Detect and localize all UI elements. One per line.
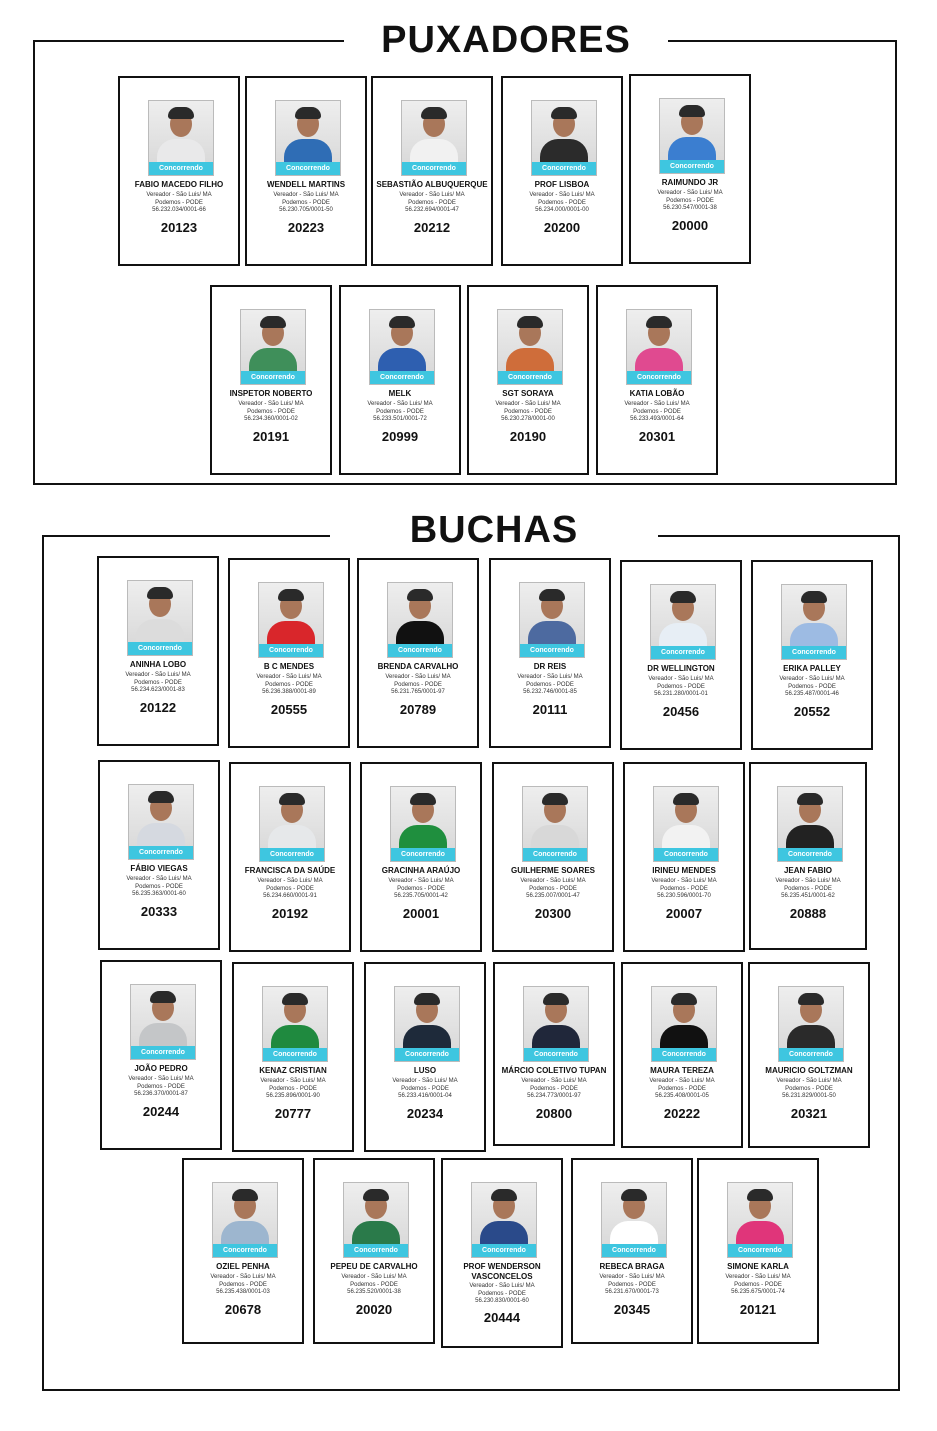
candidate-photo <box>258 582 324 658</box>
status-badge: Concorrendo <box>728 1244 792 1257</box>
candidate-party: Podemos - PODE <box>155 199 203 206</box>
candidate-info <box>232 674 346 697</box>
status-badge: Concorrendo <box>131 1046 195 1059</box>
candidate-photo <box>659 98 725 174</box>
candidate-cnpj: 56.234.773/0001-97 <box>527 1093 581 1099</box>
candidate-photo <box>343 1182 409 1258</box>
candidate-photo <box>394 986 460 1062</box>
candidate-info <box>471 401 585 424</box>
candidate-number: 20000 <box>671 218 709 233</box>
status-badge: Concorrendo <box>259 644 323 657</box>
candidate-number: 20345 <box>613 1302 651 1317</box>
candidate-number: 20020 <box>355 1302 393 1317</box>
candidate-role: Vereador - São Luis/ MA <box>648 676 714 682</box>
candidate-info <box>102 876 216 899</box>
candidate-info <box>233 878 347 901</box>
status-badge: Concorrendo <box>263 1048 327 1061</box>
candidate-cnpj: 56.235.007/0001-47 <box>526 893 580 899</box>
candidate-photo <box>626 309 692 385</box>
candidate-info <box>624 676 738 699</box>
candidate-number: 20999 <box>381 429 419 444</box>
candidate-party: Podemos - PODE <box>785 1085 833 1092</box>
candidate-role: Vereador - São Luis/ MA <box>517 674 583 680</box>
candidate-role: Vereador - São Luis/ MA <box>388 878 454 884</box>
candidate-number: 20300 <box>534 906 572 921</box>
candidate-card <box>623 762 745 952</box>
candidate-cnpj: 56.235.438/0001-03 <box>216 1289 270 1295</box>
candidate-cnpj: 56.236.370/0001-87 <box>134 1091 188 1097</box>
buchas-title: BUCHAS <box>330 510 658 550</box>
candidate-party: Podemos - PODE <box>394 681 442 688</box>
candidate-photo <box>778 986 844 1062</box>
candidate-cnpj: 56.230.705/0001-50 <box>279 207 333 213</box>
candidate-info <box>633 190 747 213</box>
candidate-photo <box>522 786 588 862</box>
candidate-name: SIMONE KARLA <box>727 1262 789 1271</box>
candidate-number: 20007 <box>665 906 703 921</box>
candidate-card <box>751 560 873 750</box>
candidate-role: Vereador - São Luis/ MA <box>779 676 845 682</box>
candidate-number: 20200 <box>543 220 581 235</box>
candidate-cnpj: 56.234.660/0001-91 <box>263 893 317 899</box>
candidate-cnpj: 56.231.829/0001-50 <box>782 1093 836 1099</box>
candidate-number: 20456 <box>662 704 700 719</box>
candidate-photo <box>148 100 214 176</box>
candidate-cnpj: 56.232.746/0001-85 <box>523 689 577 695</box>
candidate-info <box>445 1283 559 1306</box>
candidate-name: BRENDA CARVALHO <box>377 662 459 671</box>
candidate-cnpj: 56.235.896/0001-90 <box>266 1093 320 1099</box>
candidate-role: Vereador - São Luis/ MA <box>128 1076 194 1082</box>
candidate-role: Vereador - São Luis/ MA <box>599 1274 665 1280</box>
candidate-party: Podemos - PODE <box>134 679 182 686</box>
candidate-name: IRINEU MENDES <box>652 866 716 875</box>
candidate-number: 20191 <box>252 429 290 444</box>
candidate-party: Podemos - PODE <box>608 1281 656 1288</box>
candidate-card <box>182 1158 304 1344</box>
candidate-cnpj: 56.235.705/0001-42 <box>394 893 448 899</box>
candidate-card <box>441 1158 563 1348</box>
candidate-name: MÁRCIO COLETIVO TUPAN <box>501 1066 607 1075</box>
candidate-name: ANINHA LOBO <box>129 660 187 669</box>
candidate-party: Podemos - PODE <box>658 1085 706 1092</box>
candidate-card <box>749 762 867 950</box>
candidate-number: 20222 <box>663 1106 701 1121</box>
candidate-info <box>375 192 489 215</box>
candidate-cnpj: 56.233.416/0001-04 <box>398 1093 452 1099</box>
candidate-card <box>748 962 870 1148</box>
candidate-photo <box>531 100 597 176</box>
candidate-name: DR REIS <box>533 662 567 671</box>
status-badge: Concorrendo <box>660 160 724 173</box>
candidate-name: GUILHERME SOARES <box>510 866 595 875</box>
candidate-role: Vereador - São Luis/ MA <box>624 401 690 407</box>
candidate-role: Vereador - São Luis/ MA <box>775 878 841 884</box>
candidate-role: Vereador - São Luis/ MA <box>399 192 465 198</box>
status-badge: Concorrendo <box>129 846 193 859</box>
puxadores-title: PUXADORES <box>344 20 668 60</box>
candidate-info <box>236 1078 350 1101</box>
candidate-name: JEAN FABIO <box>783 866 832 875</box>
candidate-party: Podemos - PODE <box>266 885 314 892</box>
candidate-number: 20888 <box>789 906 827 921</box>
candidate-role: Vereador - São Luis/ MA <box>776 1078 842 1084</box>
candidate-cnpj: 56.235.487/0001-46 <box>785 691 839 697</box>
candidate-role: Vereador - São Luis/ MA <box>256 674 322 680</box>
candidate-role: Vereador - São Luis/ MA <box>126 876 192 882</box>
candidate-cnpj: 56.232.034/0001-66 <box>152 207 206 213</box>
candidate-role: Vereador - São Luis/ MA <box>273 192 339 198</box>
status-badge: Concorrendo <box>602 1244 666 1257</box>
candidate-number: 20678 <box>224 1302 262 1317</box>
candidate-number: 20234 <box>406 1106 444 1121</box>
status-badge: Concorrendo <box>276 162 340 175</box>
candidate-photo <box>650 584 716 660</box>
candidate-name: REBECA BRAGA <box>599 1262 665 1271</box>
candidate-name: FÁBIO VIEGAS <box>130 864 188 873</box>
candidate-name: B C MENDES <box>263 662 315 671</box>
candidate-role: Vereador - São Luis/ MA <box>210 1274 276 1280</box>
candidate-card <box>339 285 461 475</box>
candidate-card <box>232 962 354 1152</box>
status-badge: Concorrendo <box>402 162 466 175</box>
candidate-cnpj: 56.234.000/0001-00 <box>535 207 589 213</box>
candidate-card <box>210 285 332 475</box>
candidate-info <box>625 1078 739 1101</box>
candidate-number: 20223 <box>287 220 325 235</box>
candidate-party: Podemos - PODE <box>397 885 445 892</box>
candidate-info <box>122 192 236 215</box>
candidate-cnpj: 56.235.520/0001-38 <box>347 1289 401 1295</box>
candidate-name: INSPETOR NOBERTO <box>229 389 313 398</box>
candidate-role: Vereador - São Luis/ MA <box>657 190 723 196</box>
candidate-card <box>493 962 615 1146</box>
candidate-cnpj: 56.230.830/0001-60 <box>475 1298 529 1304</box>
candidate-info <box>755 676 869 699</box>
candidate-cnpj: 56.231.280/0001-01 <box>654 691 708 697</box>
candidate-photo <box>781 584 847 660</box>
candidate-photo <box>653 786 719 862</box>
candidate-photo <box>471 1182 537 1258</box>
candidate-card <box>501 76 623 266</box>
candidate-party: Podemos - PODE <box>376 408 424 415</box>
candidate-party: Podemos - PODE <box>265 681 313 688</box>
candidate-name: KATIA LOBÃO <box>629 389 685 398</box>
candidate-number: 20001 <box>402 906 440 921</box>
candidate-role: Vereador - São Luis/ MA <box>495 401 561 407</box>
candidate-cnpj: 56.232.694/0001-47 <box>405 207 459 213</box>
candidate-party: Podemos - PODE <box>247 408 295 415</box>
candidate-party: Podemos - PODE <box>660 885 708 892</box>
candidate-card <box>492 762 614 952</box>
candidate-cnpj: 56.233.493/0001-64 <box>630 416 684 422</box>
candidate-party: Podemos - PODE <box>666 197 714 204</box>
candidate-party: Podemos - PODE <box>538 199 586 206</box>
candidate-card <box>620 560 742 750</box>
status-badge: Concorrendo <box>523 848 587 861</box>
candidate-role: Vereador - São Luis/ MA <box>260 1078 326 1084</box>
candidate-photo <box>601 1182 667 1258</box>
candidate-role: Vereador - São Luis/ MA <box>257 878 323 884</box>
candidate-photo <box>275 100 341 176</box>
candidate-number: 20192 <box>271 906 309 921</box>
candidate-number: 20333 <box>140 904 178 919</box>
candidate-name: PROF WENDERSON VASCONCELOS <box>463 1262 541 1281</box>
candidate-role: Vereador - São Luis/ MA <box>367 401 433 407</box>
candidate-photo <box>390 786 456 862</box>
candidate-party: Podemos - PODE <box>784 885 832 892</box>
candidate-card <box>596 285 718 475</box>
status-badge: Concorrendo <box>524 1048 588 1061</box>
candidate-name: SGT SORAYA <box>502 389 554 398</box>
candidate-party: Podemos - PODE <box>135 883 183 890</box>
candidate-role: Vereador - São Luis/ MA <box>146 192 212 198</box>
candidate-cnpj: 56.231.765/0001-97 <box>391 689 445 695</box>
candidate-info <box>493 674 607 697</box>
candidate-party: Podemos - PODE <box>401 1085 449 1092</box>
candidate-info <box>627 878 741 901</box>
status-badge: Concorrendo <box>395 1048 459 1061</box>
candidate-info <box>497 1078 611 1101</box>
candidate-number: 20121 <box>739 1302 777 1317</box>
status-badge: Concorrendo <box>149 162 213 175</box>
candidate-name: PEPEU DE CARVALHO <box>330 1262 418 1271</box>
candidate-info <box>214 401 328 424</box>
candidate-card <box>697 1158 819 1344</box>
candidate-party: Podemos - PODE <box>633 408 681 415</box>
candidate-card <box>364 962 486 1152</box>
candidate-name: LUSO <box>413 1066 437 1075</box>
candidate-name: DR WELLINGTON <box>647 664 715 673</box>
candidate-cnpj: 56.235.363/0001-60 <box>132 891 186 897</box>
candidate-name: MAURA TEREZA <box>650 1066 714 1075</box>
candidate-number: 20122 <box>139 700 177 715</box>
candidate-info <box>600 401 714 424</box>
candidate-number: 20123 <box>160 220 198 235</box>
candidate-role: Vereador - São Luis/ MA <box>649 1078 715 1084</box>
candidate-number: 20789 <box>399 702 437 717</box>
candidate-photo <box>369 309 435 385</box>
candidate-info <box>343 401 457 424</box>
candidate-card <box>100 960 222 1150</box>
candidate-photo <box>127 580 193 656</box>
candidate-card <box>621 962 743 1148</box>
candidate-photo <box>259 786 325 862</box>
status-badge: Concorrendo <box>388 644 452 657</box>
candidate-photo <box>212 1182 278 1258</box>
candidate-cnpj: 56.230.547/0001-38 <box>663 205 717 211</box>
candidate-name: FABIO MACEDO FILHO <box>134 180 224 189</box>
candidate-party: Podemos - PODE <box>478 1290 526 1297</box>
candidate-card <box>489 558 611 748</box>
candidate-cnpj: 56.230.596/0001-70 <box>657 893 711 899</box>
candidate-cnpj: 56.236.388/0001-89 <box>262 689 316 695</box>
candidate-info <box>368 1078 482 1101</box>
candidate-card <box>313 1158 435 1344</box>
candidate-photo <box>387 582 453 658</box>
candidate-cnpj: 56.231.670/0001-73 <box>605 1289 659 1295</box>
candidate-info <box>249 192 363 215</box>
candidate-card <box>571 1158 693 1344</box>
candidate-photo <box>727 1182 793 1258</box>
candidate-role: Vereador - São Luis/ MA <box>520 878 586 884</box>
candidate-photo <box>128 784 194 860</box>
candidate-number: 20111 <box>532 702 568 717</box>
status-badge: Concorrendo <box>778 848 842 861</box>
candidate-name: KENAZ CRISTIAN <box>259 1066 327 1075</box>
candidate-photo <box>401 100 467 176</box>
candidate-party: Podemos - PODE <box>137 1083 185 1090</box>
candidate-photo <box>651 986 717 1062</box>
candidate-info <box>701 1274 815 1297</box>
candidate-name: FRANCISCA DA SAÚDE <box>244 866 336 875</box>
candidate-photo <box>240 309 306 385</box>
candidate-party: Podemos - PODE <box>408 199 456 206</box>
candidate-role: Vereador - São Luis/ MA <box>392 1078 458 1084</box>
candidate-party: Podemos - PODE <box>269 1085 317 1092</box>
candidate-party: Podemos - PODE <box>526 681 574 688</box>
candidate-role: Vereador - São Luis/ MA <box>469 1283 535 1289</box>
status-badge: Concorrendo <box>213 1244 277 1257</box>
candidate-name: WENDELL MARTINS <box>266 180 346 189</box>
status-badge: Concorrendo <box>532 162 596 175</box>
candidate-role: Vereador - São Luis/ MA <box>341 1274 407 1280</box>
candidate-role: Vereador - São Luis/ MA <box>125 672 191 678</box>
status-badge: Concorrendo <box>498 371 562 384</box>
candidate-photo <box>777 786 843 862</box>
status-badge: Concorrendo <box>654 848 718 861</box>
candidate-card <box>229 762 351 952</box>
candidate-party: Podemos - PODE <box>657 683 705 690</box>
candidate-card <box>629 74 751 264</box>
candidate-card <box>98 760 220 950</box>
candidate-number: 20444 <box>483 1310 521 1325</box>
candidate-photo <box>519 582 585 658</box>
candidate-photo <box>130 984 196 1060</box>
candidate-card <box>467 285 589 475</box>
candidate-party: Podemos - PODE <box>530 1085 578 1092</box>
candidate-card <box>371 76 493 266</box>
candidate-card <box>245 76 367 266</box>
candidate-cnpj: 56.235.451/0001-62 <box>781 893 835 899</box>
candidate-number: 20212 <box>413 220 451 235</box>
status-badge: Concorrendo <box>520 644 584 657</box>
candidate-name: OZIEL PENHA <box>216 1262 270 1271</box>
candidate-role: Vereador - São Luis/ MA <box>238 401 304 407</box>
candidate-role: Vereador - São Luis/ MA <box>521 1078 587 1084</box>
status-badge: Concorrendo <box>260 848 324 861</box>
candidate-info <box>186 1274 300 1297</box>
candidate-cnpj: 56.235.675/0001-74 <box>731 1289 785 1295</box>
candidate-number: 20552 <box>793 704 831 719</box>
candidate-name: MELK <box>388 389 412 398</box>
candidate-info <box>575 1274 689 1297</box>
candidate-number: 20555 <box>270 702 308 717</box>
status-badge: Concorrendo <box>391 848 455 861</box>
candidate-cnpj: 56.234.360/0001-02 <box>244 416 298 422</box>
candidate-name: SEBASTIÃO ALBUQUERQUE <box>376 180 488 189</box>
status-badge: Concorrendo <box>627 371 691 384</box>
candidate-role: Vereador - São Luis/ MA <box>385 674 451 680</box>
candidate-info <box>104 1076 218 1099</box>
candidate-name: JOÃO PEDRO <box>134 1064 188 1073</box>
candidate-name: GRACINHA ARAÚJO <box>381 866 461 875</box>
candidate-card <box>97 556 219 746</box>
candidate-info <box>101 672 215 695</box>
candidate-photo <box>262 986 328 1062</box>
status-badge: Concorrendo <box>652 1048 716 1061</box>
candidate-photo <box>497 309 563 385</box>
candidate-info <box>317 1274 431 1297</box>
candidate-name: ERIKA PALLEY <box>783 664 841 673</box>
candidate-photo <box>523 986 589 1062</box>
candidate-info <box>505 192 619 215</box>
candidate-card <box>228 558 350 748</box>
candidate-party: Podemos - PODE <box>788 683 836 690</box>
status-badge: Concorrendo <box>128 642 192 655</box>
status-badge: Concorrendo <box>370 371 434 384</box>
status-badge: Concorrendo <box>779 1048 843 1061</box>
candidate-card <box>360 762 482 952</box>
status-badge: Concorrendo <box>472 1244 536 1257</box>
candidate-party: Podemos - PODE <box>350 1281 398 1288</box>
candidate-role: Vereador - São Luis/ MA <box>651 878 717 884</box>
candidate-name: RAIMUNDO JR <box>661 178 719 187</box>
candidate-party: Podemos - PODE <box>219 1281 267 1288</box>
candidate-party: Podemos - PODE <box>529 885 577 892</box>
candidate-info <box>496 878 610 901</box>
candidate-party: Podemos - PODE <box>734 1281 782 1288</box>
status-badge: Concorrendo <box>241 371 305 384</box>
candidate-number: 20190 <box>509 429 547 444</box>
status-badge: Concorrendo <box>782 646 846 659</box>
candidate-cnpj: 56.233.501/0001-72 <box>373 416 427 422</box>
candidate-card <box>357 558 479 748</box>
status-badge: Concorrendo <box>344 1244 408 1257</box>
candidate-cnpj: 56.230.278/0001-00 <box>501 416 555 422</box>
candidate-party: Podemos - PODE <box>282 199 330 206</box>
candidate-number: 20321 <box>790 1106 828 1121</box>
candidate-cnpj: 56.234.623/0001-83 <box>131 687 185 693</box>
candidate-party: Podemos - PODE <box>504 408 552 415</box>
status-badge: Concorrendo <box>651 646 715 659</box>
candidate-info <box>361 674 475 697</box>
candidate-info <box>364 878 478 901</box>
candidate-role: Vereador - São Luis/ MA <box>529 192 595 198</box>
candidate-info <box>752 1078 866 1101</box>
candidate-name: PROF LISBOA <box>534 180 590 189</box>
candidate-card <box>118 76 240 266</box>
candidate-number: 20301 <box>638 429 676 444</box>
candidate-info <box>753 878 863 901</box>
candidate-number: 20244 <box>142 1104 180 1119</box>
candidate-role: Vereador - São Luis/ MA <box>725 1274 791 1280</box>
candidate-name: MAURICIO GOLTZMAN <box>765 1066 853 1075</box>
candidate-number: 20800 <box>535 1106 573 1121</box>
candidate-number: 20777 <box>274 1106 312 1121</box>
candidate-cnpj: 56.235.408/0001-05 <box>655 1093 709 1099</box>
